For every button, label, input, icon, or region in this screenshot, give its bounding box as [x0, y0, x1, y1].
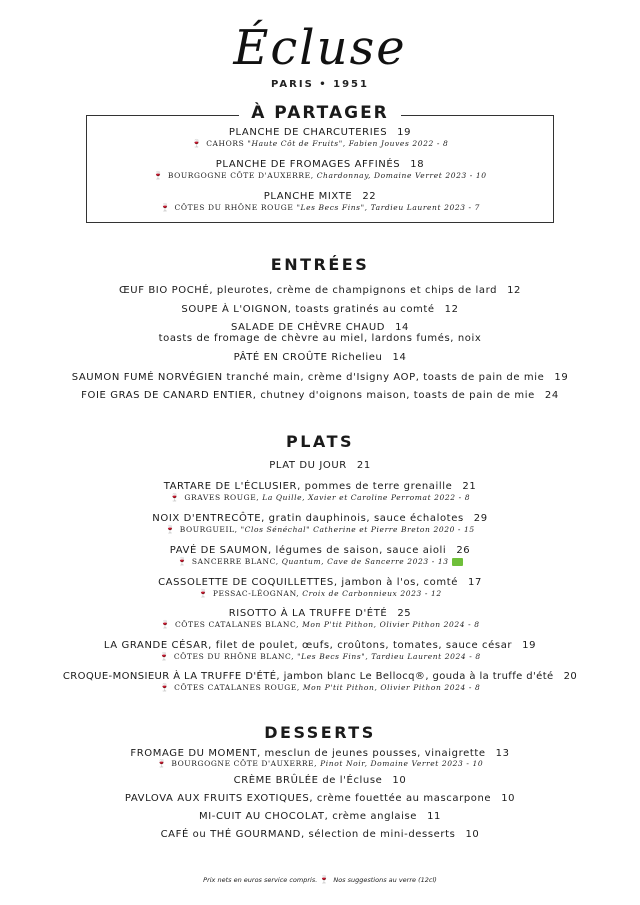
menu-item: CROQUE-MONSIEUR À LA TRUFFE D'ÉTÉ, jambon blanc Le Bellocq®, gouda à la truffe d'été 20 [62, 671, 578, 682]
menu-item: PLANCHE MIXTE 22 [263, 191, 377, 202]
wine-suggestion: 🍷 CÔTES DU RHÔNE ROUGE "Les Becs Fins", Tardieu Laurent 2023 - 7 [159, 203, 481, 212]
menu-item: FOIE GRAS DE CANARD ENTIER, chutney d'oignons maison, toasts de pain de mie 24 [81, 390, 559, 401]
wine-glass-icon: 🍷 [160, 620, 171, 629]
item-price: 11 [427, 811, 442, 822]
wine-suggestion: 🍷 SANCERRE BLANC, Quantum, Cave de Sancerre 2023 - 13 [0, 557, 640, 567]
item-price: 29 [473, 513, 488, 524]
wine-glass-icon: 🍷 [159, 652, 170, 661]
footer-note: Prix nets en euros service compris. 🍷 Nos suggestions au verre (12cl) [203, 875, 437, 884]
share-section-title: À PARTAGER [0, 103, 640, 123]
item-price: 24 [544, 390, 559, 401]
brand-tagline: PARIS • 1951 [271, 79, 369, 90]
item-price: 26 [456, 545, 471, 556]
menu-item: SAUMON FUMÉ NORVÉGIEN tranché main, crème d'Isigny AOP, toasts de pain de mie 19 [71, 372, 569, 383]
wine-suggestion: 🍷 BOURGUEIL, "Clos Sénéchal" Catherine et Pierre Breton 2020 - 15 [165, 525, 475, 534]
menu-item: PAVLOVA AUX FRUITS EXOTIQUES, crème fouettée au mascarpone 10 [124, 793, 516, 804]
item-price: 21 [356, 460, 371, 471]
item-price: 10 [465, 829, 480, 840]
menu-item: TARTARE DE L'ÉCLUSIER, pommes de terre grenaille 21 [163, 481, 477, 492]
item-price: 12 [444, 304, 459, 315]
menu-item: MI-CUIT AU CHOCOLAT, crème anglaise 11 [198, 811, 442, 822]
item-price: 13 [495, 748, 510, 759]
menu-item-detail: toasts de fromage de chèvre au miel, lardons fumés, noix [158, 333, 482, 344]
wine-glass-icon: 🍷 [153, 171, 164, 180]
menu-item: PÂTÉ EN CROÛTE Richelieu 14 [233, 352, 407, 363]
plats-section-title: PLATS [286, 432, 354, 451]
item-price: 21 [462, 481, 477, 492]
item-price: 22 [362, 191, 377, 202]
wine-suggestion: 🍷 CÔTES CATALANES BLANC, Mon P'tit Pithon, Olivier Pithon 2024 - 8 [160, 620, 480, 629]
item-price: 10 [501, 793, 516, 804]
entrees-section-title: ENTRÉES [270, 255, 370, 274]
wine-suggestion: 🍷 CÔTES CATALANES ROUGE, Mon P'tit Pithon, Olivier Pithon 2024 - 8 [159, 683, 481, 692]
item-price: 25 [397, 608, 412, 619]
menu-item: PLAT DU JOUR 21 [269, 460, 371, 471]
wine-glass-icon: 🍷 [319, 875, 330, 884]
item-price: 19 [522, 640, 537, 651]
item-price: 14 [392, 352, 407, 363]
menu-item: ŒUF BIO POCHÉ, pleurotes, crème de champignons et chips de lard 12 [118, 285, 521, 296]
item-price: 19 [554, 372, 569, 383]
item-price: 20 [563, 671, 578, 682]
menu-item: PAVÉ DE SAUMON, légumes de saison, sauce aioli 26 [169, 545, 471, 556]
item-price: 19 [397, 127, 412, 138]
item-price: 14 [395, 322, 410, 333]
menu-item: CRÈME BRÛLÉE de l'Écluse 10 [233, 775, 407, 786]
item-price: 18 [410, 159, 425, 170]
wine-glass-icon: 🍷 [165, 525, 176, 534]
wine-suggestion: 🍷 BOURGOGNE CÔTE D'AUXERRE, Pinot Noir, Domaine Verret 2023 - 10 [156, 759, 484, 768]
wine-suggestion: 🍷 PESSAC-LÉOGNAN, Croix de Carbonnieux 2023 - 12 [198, 589, 442, 598]
wine-glass-icon: 🍷 [159, 203, 171, 212]
menu-item: SALADE DE CHÈVRE CHAUD 14 [230, 322, 410, 333]
wine-suggestion: 🍷 CAHORS "Haute Côt de Fruits", Fabien Jouves 2022 - 8 [191, 139, 449, 148]
menu-item: LA GRANDE CÉSAR, filet de poulet, œufs, croûtons, tomates, sauce césar 19 [103, 640, 537, 651]
wine-suggestion: 🍷 GRAVES ROUGE, La Quille, Xavier et Caroline Perromat 2022 - 8 [169, 493, 471, 502]
wine-suggestion: 🍷 CÔTES DU RHÔNE BLANC, "Les Becs Fins", Tardieu Laurent 2024 - 8 [159, 652, 481, 661]
menu-item: CAFÉ ou THÉ GOURMAND, sélection de mini-desserts 10 [160, 829, 480, 840]
wine-glass-icon: 🍷 [198, 589, 209, 598]
menu-item: NOIX D'ENTRECÔTE, gratin dauphinois, sauce échalotes 29 [152, 513, 488, 524]
item-price: 10 [392, 775, 407, 786]
wine-glass-icon: 🍷 [177, 557, 188, 566]
wine-glass-icon: 🍷 [159, 683, 171, 692]
wine-glass-icon: 🍷 [169, 493, 181, 502]
menu-item: FROMAGE DU MOMENT, mesclun de jeunes pousses, vinaigrette 13 [130, 748, 510, 759]
wine-glass-icon: 🍷 [156, 759, 168, 768]
item-price: 17 [467, 577, 482, 588]
menu-item: SOUPE À L'OIGNON, toasts gratinés au comté 12 [181, 304, 459, 315]
item-price: 12 [507, 285, 521, 296]
menu-item: PLANCHE DE CHARCUTERIES 19 [228, 127, 412, 138]
brand-logo: Écluse [233, 20, 407, 76]
menu-item: PLANCHE DE FROMAGES AFFINÉS 18 [215, 159, 425, 170]
desserts-section-title: DESSERTS [264, 723, 376, 742]
wine-glass-icon: 🍷 [191, 139, 203, 148]
wine-suggestion: 🍷 BOURGOGNE CÔTE D'AUXERRE, Chardonnay, Domaine Verret 2023 - 10 [153, 171, 487, 180]
menu-item: CASSOLETTE DE COQUILLETTES, jambon à l'os, comté 17 [158, 577, 482, 588]
eco-label-icon [452, 558, 463, 566]
menu-item: RISOTTO À LA TRUFFE D'ÉTÉ 25 [228, 608, 412, 619]
